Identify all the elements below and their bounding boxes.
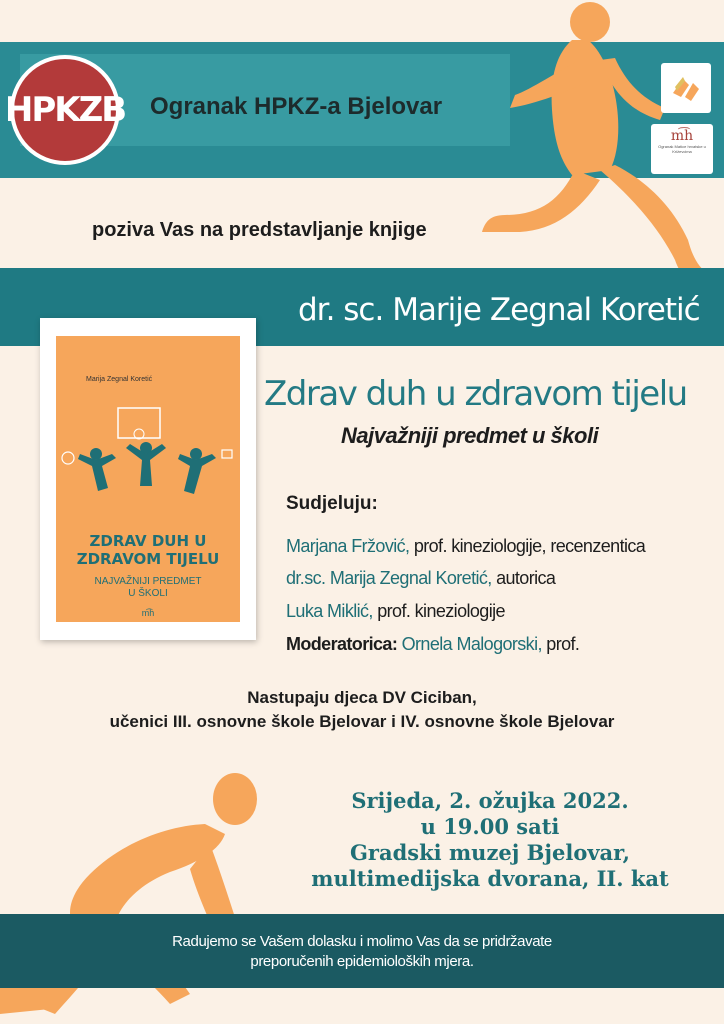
footer-line1: Radujemo se Vašem dolasku i molimo Vas da se pridržavate bbox=[172, 933, 552, 950]
book-cover-title-line1: ZDRAV DUH U bbox=[89, 532, 207, 550]
mh-logo-icon: m͡h bbox=[670, 128, 694, 144]
book-cover-sub-line1: NAJVAŽNIJI PREDMET bbox=[94, 576, 202, 587]
book-cover-image bbox=[40, 318, 256, 640]
performers-line1: Nastupaju djeca DV Ciciban, bbox=[247, 688, 477, 707]
organization-title: Ogranak HPKZ-a Bjelovar bbox=[150, 93, 443, 120]
participant-line bbox=[286, 536, 645, 557]
invitation-text: poziva Vas na predstavljanje knjige bbox=[92, 219, 427, 241]
participant-role: autorica bbox=[491, 568, 556, 588]
event-date: Srijeda, 2. ožujka 2022. bbox=[351, 788, 629, 813]
sport-figures-icon bbox=[56, 396, 240, 516]
publisher-mark-icon: m͡h bbox=[141, 608, 155, 618]
partner-logo-top bbox=[661, 63, 711, 113]
participant-name: dr.sc. Marija Zegnal Koretić, bbox=[286, 568, 492, 588]
participant-line bbox=[286, 568, 555, 589]
participant-role: prof. kineziologije, recenzentica bbox=[409, 536, 646, 556]
participant-name: Marjana Fržović, bbox=[286, 536, 410, 556]
book-subtitle: Najvažniji predmet u školi bbox=[341, 423, 599, 448]
participant-name: Luka Miklić, bbox=[286, 601, 373, 621]
participants-label: Sudjeluju: bbox=[286, 493, 378, 514]
performers-line2: učenici III. osnovne škole Bjelovar i IV. osnovne škole Bjelovar bbox=[109, 712, 615, 731]
book-cover-title bbox=[56, 532, 240, 568]
participant-line bbox=[286, 601, 505, 622]
participant-role: prof. kineziologije bbox=[372, 601, 505, 621]
event-room: multimedijska dvorana, II. kat bbox=[311, 866, 669, 891]
book-cover-subtitle bbox=[56, 576, 240, 600]
moderator-line bbox=[286, 634, 579, 655]
event-venue: Gradski muzej Bjelovar, bbox=[350, 840, 630, 865]
author-name: dr. sc. Marije Zegnal Koretić bbox=[298, 292, 700, 328]
geometric-logo-icon bbox=[661, 63, 711, 113]
book-cover-author: Marija Zegnal Koretić bbox=[86, 376, 153, 383]
book-cover bbox=[56, 336, 240, 622]
book-cover-title-line2: ZDRAVOM TIJELU bbox=[76, 550, 220, 568]
performers-text bbox=[0, 686, 724, 734]
moderator-suffix: prof. bbox=[541, 634, 580, 654]
partner-logo-bottom bbox=[651, 124, 713, 174]
event-time: u 19.00 sati bbox=[420, 814, 560, 839]
moderator-label: Moderatorica: bbox=[286, 634, 402, 654]
moderator-name: Ornela Malogorski, bbox=[401, 634, 542, 654]
event-details bbox=[300, 788, 680, 892]
footer-line2: preporučenih epidemioloških mjera. bbox=[250, 953, 474, 970]
hpkz-logo-text: HPKZB bbox=[4, 90, 126, 130]
book-cover-sub-line2: U ŠKOLI bbox=[128, 588, 168, 599]
book-title: Zdrav duh u zdravom tijelu bbox=[264, 374, 687, 414]
footer-text bbox=[0, 932, 724, 972]
hpkz-logo bbox=[4, 55, 126, 165]
partner-logo-text: Ogranak Matice hrvatske u Križevcima bbox=[658, 144, 706, 154]
